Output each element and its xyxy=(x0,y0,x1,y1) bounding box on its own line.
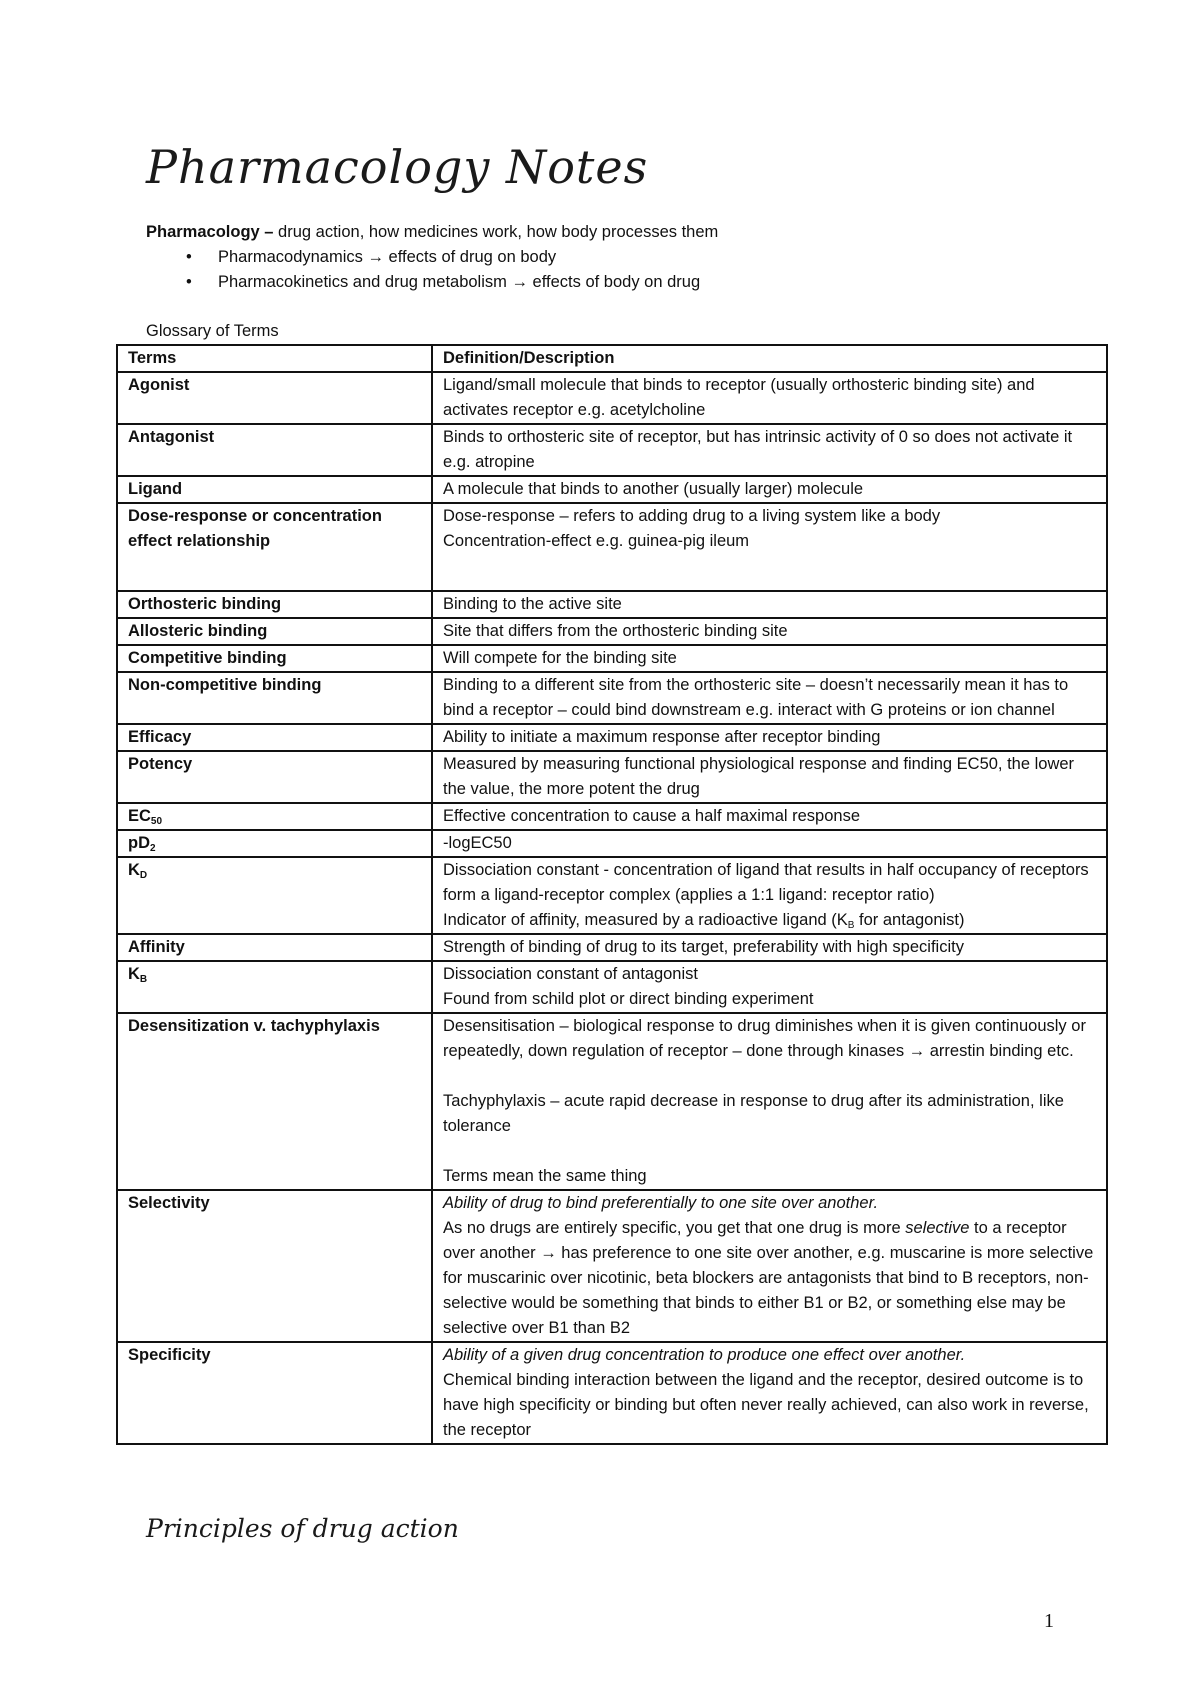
definition-cell xyxy=(432,724,1107,751)
glossary-heading: Glossary of Terms xyxy=(146,322,279,340)
term-cell xyxy=(117,857,432,934)
term-text: K xyxy=(128,965,140,983)
definition-cell xyxy=(432,803,1107,830)
intro-bullet-list xyxy=(146,245,718,295)
definition-cell xyxy=(432,424,1107,476)
definition-emphasis: selective xyxy=(905,1219,970,1237)
definition-cell xyxy=(432,618,1107,645)
intro xyxy=(146,220,718,295)
definition-cell xyxy=(432,503,1107,591)
page-number: 1 xyxy=(1044,1610,1054,1632)
definition-text: Measured by measuring functional physiological response and finding EC50, the lower the value, the more potent the drug xyxy=(443,755,1075,798)
table-row xyxy=(117,934,1107,961)
definition-text xyxy=(443,1216,1096,1341)
intro-term: Pharmacology – xyxy=(146,223,274,241)
definition-text: Will compete for the binding site xyxy=(443,649,677,667)
definition-subscript: B xyxy=(847,920,855,931)
term-cell: Competitive binding xyxy=(117,645,432,672)
table-row xyxy=(117,645,1107,672)
term-subscript: 2 xyxy=(150,843,156,854)
term-cell xyxy=(117,830,432,857)
term-cell: Desensitization v. tachyphylaxis xyxy=(117,1013,432,1190)
term-cell xyxy=(117,803,432,830)
term-text: K xyxy=(128,861,140,879)
table-row xyxy=(117,751,1107,803)
definition-cell xyxy=(432,645,1107,672)
table-row xyxy=(117,1342,1107,1444)
definition-cell xyxy=(432,1013,1107,1190)
definition-text: Concentration-effect e.g. guinea-pig ileum xyxy=(443,532,750,550)
definition-cell xyxy=(432,830,1107,857)
definition-text: Dose-response – refers to adding drug to a living system like a body xyxy=(443,507,941,525)
term-cell: Antagonist xyxy=(117,424,432,476)
definition-text: Dissociation constant - concentration of ligand that results in half occupancy of receptors form a ligand-receptor complex (applies a 1:1 ligand: receptor ratio) xyxy=(443,861,1089,904)
definition-cell xyxy=(432,857,1107,934)
table-row xyxy=(117,961,1107,1013)
term-cell: Allosteric binding xyxy=(117,618,432,645)
table-row xyxy=(117,724,1107,751)
definition-italic-text: Ability of drug to bind preferentially to one site over another. xyxy=(443,1194,879,1212)
definition-cell xyxy=(432,591,1107,618)
page-title: Pharmacology Notes xyxy=(146,140,649,194)
definition-cell xyxy=(432,672,1107,724)
bullet-pharmacodynamics: • Pharmacodynamics → effects of drug on body xyxy=(186,245,718,270)
definition-text: Ligand/small molecule that binds to receptor (usually orthosteric binding site) and activates receptor e.g. acetylcholine xyxy=(443,376,1035,419)
definition-text: Strength of binding of drug to its target, preferability with high specificity xyxy=(443,938,964,956)
definition-text: A molecule that binds to another (usually larger) molecule xyxy=(443,480,864,498)
definition-cell xyxy=(432,476,1107,503)
definition-cell xyxy=(432,751,1107,803)
term-text: pD xyxy=(128,834,150,852)
term-text: EC xyxy=(128,807,151,825)
table-row xyxy=(117,672,1107,724)
definition-text-part: to a receptor over another → has preference to one site over another, e.g. muscarine is more selective for muscarinic over nicotinic, beta blockers are antagonists that bind to B receptors, non-selective would be something that binds to either B1 or B2, or something else may be selective over B1 than B2 xyxy=(443,1219,1094,1337)
term-subscript: D xyxy=(139,870,148,881)
definition-text xyxy=(443,908,1096,933)
definition-cell xyxy=(432,961,1107,1013)
term-cell: Selectivity xyxy=(117,1190,432,1342)
table-row xyxy=(117,372,1107,424)
term-subscript: B xyxy=(139,974,148,985)
definition-text: Site that differs from the orthosteric binding site xyxy=(443,622,788,640)
definition-italic-text: Ability of a given drug concentration to produce one effect over another. xyxy=(443,1346,966,1364)
term-cell: Specificity xyxy=(117,1342,432,1444)
table-row xyxy=(117,857,1107,934)
glossary-table xyxy=(116,344,1108,1445)
definition-text: Effective concentration to cause a half maximal response xyxy=(443,807,861,825)
intro-definition-text: drug action, how medicines work, how body processes them xyxy=(273,223,719,241)
table-row xyxy=(117,503,1107,591)
term-cell xyxy=(117,961,432,1013)
definition-cell xyxy=(432,934,1107,961)
term-cell: Dose-response or concentration effect relationship xyxy=(117,503,432,591)
term-cell: Affinity xyxy=(117,934,432,961)
definition-cell xyxy=(432,372,1107,424)
definition-text: Tachyphylaxis – acute rapid decrease in response to drug after its administration, like tolerance xyxy=(443,1092,1064,1135)
term-cell: Potency xyxy=(117,751,432,803)
table-row xyxy=(117,830,1107,857)
term-cell: Orthosteric binding xyxy=(117,591,432,618)
term-subscript: 50 xyxy=(150,816,163,827)
definition-text: Desensitisation – biological response to drug diminishes when it is given continuously or repeatedly, down regulation of receptor – done through kinases → arrestin binding etc. xyxy=(443,1017,1086,1060)
column-header-definition: Definition/Description xyxy=(432,345,1107,372)
definition-text: Found from schild plot or direct binding experiment xyxy=(443,990,814,1008)
table-row xyxy=(117,1190,1107,1342)
definition-text-part: for antagonist) xyxy=(854,911,965,929)
table-row xyxy=(117,1013,1107,1190)
definition-text: Chemical binding interaction between the ligand and the receptor, desired outcome is to have high specificity or binding but often never really achieved, can also work in reverse, the receptor xyxy=(443,1371,1089,1439)
definition-text: Binds to orthosteric site of receptor, but has intrinsic activity of 0 so does not activate it e.g. atropine xyxy=(443,428,1073,471)
definition-cell xyxy=(432,1190,1107,1342)
table-row xyxy=(117,591,1107,618)
definition-text: Binding to a different site from the orthosteric site – doesn’t necessarily mean it has to bind a receptor – could bind downstream e.g. interact with G proteins or ion channel xyxy=(443,676,1069,719)
table-row xyxy=(117,476,1107,503)
definition-cell xyxy=(432,1342,1107,1444)
intro-definition xyxy=(146,220,718,245)
table-row xyxy=(117,618,1107,645)
definition-text: -logEC50 xyxy=(443,834,512,852)
table-header-row xyxy=(117,345,1107,372)
bullet-pharmacokinetics: • Pharmacokinetics and drug metabolism → effects of body on drug xyxy=(186,270,718,295)
column-header-terms: Terms xyxy=(117,345,432,372)
definition-text: Ability to initiate a maximum response after receptor binding xyxy=(443,728,881,746)
section-heading: Principles of drug action xyxy=(146,1514,459,1543)
definition-text: Terms mean the same thing xyxy=(443,1167,647,1185)
term-cell: Non-competitive binding xyxy=(117,672,432,724)
definition-text: Binding to the active site xyxy=(443,595,622,613)
term-cell: Efficacy xyxy=(117,724,432,751)
definition-text: Dissociation constant of antagonist xyxy=(443,965,698,983)
definition-text-part: Indicator of affinity, measured by a radioactive ligand (K xyxy=(443,911,848,929)
definition-text-part: As no drugs are entirely specific, you get that one drug is more xyxy=(443,1219,906,1237)
table-row xyxy=(117,803,1107,830)
term-cell: Agonist xyxy=(117,372,432,424)
table-row xyxy=(117,424,1107,476)
term-cell: Ligand xyxy=(117,476,432,503)
